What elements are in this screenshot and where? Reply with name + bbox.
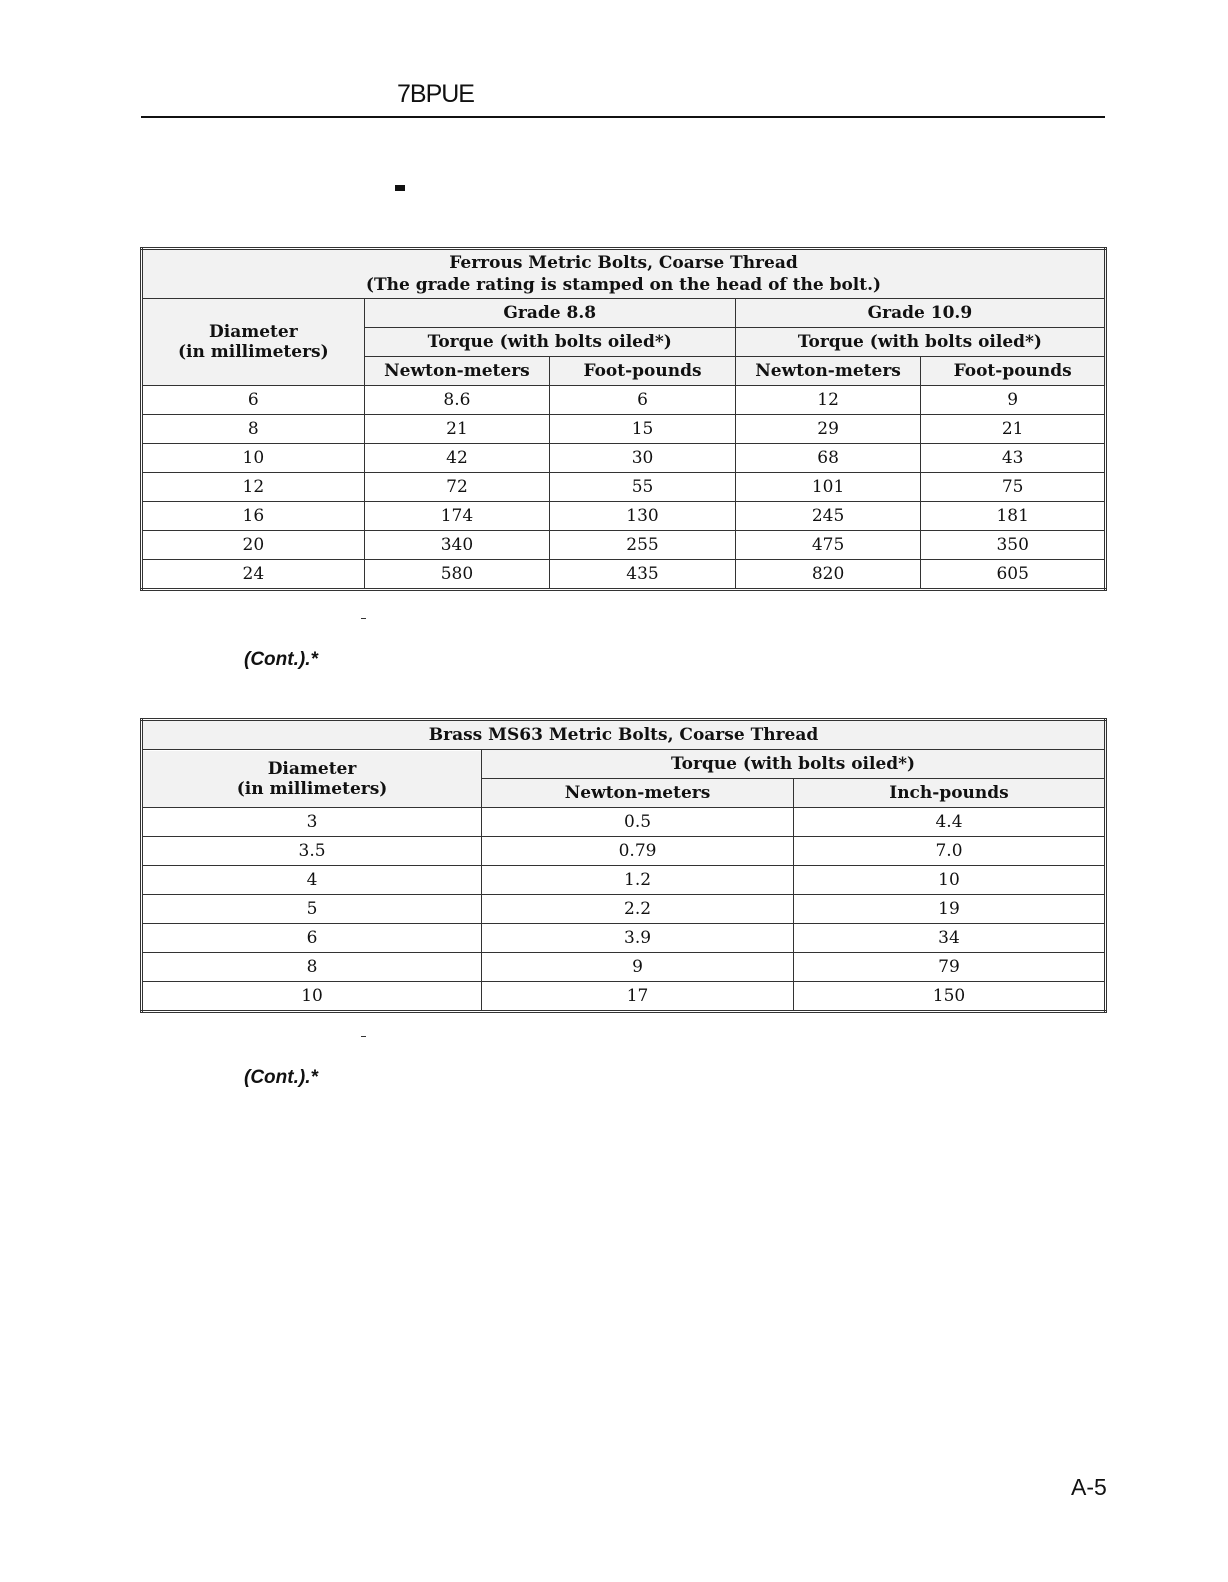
column-header: Foot-pounds [550, 357, 736, 386]
table-cell: 21 [921, 415, 1106, 444]
table-row [142, 444, 1106, 473]
table-cell: 10 [794, 866, 1106, 895]
table-title-row [142, 720, 1106, 750]
table-cell: 605 [921, 560, 1106, 590]
ferrous-table-subtitle: (The grade rating is stamped on the head of the bolt.) [365, 275, 882, 295]
table-cell: 16 [142, 502, 365, 531]
table-cell: 475 [735, 531, 921, 560]
diameter-header-cell [142, 750, 482, 808]
table-cell: 6 [550, 386, 736, 415]
table-cell: 30 [550, 444, 736, 473]
table-row [142, 531, 1106, 560]
table-cell: 8 [142, 415, 365, 444]
table-cell: 29 [735, 415, 921, 444]
table-cell: 2.2 [482, 895, 794, 924]
diameter-header-cell [142, 299, 365, 386]
table-cell: 10 [142, 982, 482, 1012]
table-row [142, 502, 1106, 531]
table-cell: 4 [142, 866, 482, 895]
continued-label: (Cont.).* [244, 649, 318, 670]
table-cell: 15 [550, 415, 736, 444]
small-dash-mark [361, 1036, 366, 1037]
ferrous-torque-table [140, 247, 1107, 591]
table-cell: 130 [550, 502, 736, 531]
diameter-header: Diameter [209, 322, 298, 342]
table-cell: 7.0 [794, 837, 1106, 866]
table-cell: 79 [794, 953, 1106, 982]
table-row [142, 837, 1106, 866]
section-dash-mark [395, 185, 405, 191]
column-header: Inch-pounds [794, 779, 1106, 808]
diameter-unit: (in millimeters) [236, 778, 388, 799]
diameter-unit: (in millimeters) [178, 342, 329, 362]
table-title-row [142, 249, 1106, 299]
table-row [142, 895, 1106, 924]
grade-header: Grade 10.9 [735, 299, 1105, 328]
table-cell: 20 [142, 531, 365, 560]
table-cell: 3.5 [142, 837, 482, 866]
table-cell: 174 [364, 502, 550, 531]
table-cell: 6 [142, 386, 365, 415]
table-row [142, 924, 1106, 953]
table-cell: 3 [142, 808, 482, 837]
table-cell: 350 [921, 531, 1106, 560]
table-cell: 68 [735, 444, 921, 473]
table-cell: 10 [142, 444, 365, 473]
torque-header: Torque (with bolts oiled*) [482, 750, 1106, 779]
table-cell: 340 [364, 531, 550, 560]
table-cell: 4.4 [794, 808, 1106, 837]
torque-header-row [142, 750, 1106, 779]
table-cell: 6 [142, 924, 482, 953]
grade-header: Grade 8.8 [364, 299, 735, 328]
torque-header: Torque (with bolts oiled*) [364, 328, 735, 357]
column-header: Newton-meters [735, 357, 921, 386]
table-cell: 72 [364, 473, 550, 502]
table-cell: 820 [735, 560, 921, 590]
column-header: Foot-pounds [921, 357, 1106, 386]
column-header: Newton-meters [482, 779, 794, 808]
page-number: A-5 [1071, 1474, 1107, 1500]
table-cell: 8 [142, 953, 482, 982]
torque-header: Torque (with bolts oiled*) [735, 328, 1105, 357]
table-cell: 19 [794, 895, 1106, 924]
table-title-cell [142, 249, 1106, 299]
table-cell: 55 [550, 473, 736, 502]
ferrous-table-title: Ferrous Metric Bolts, Coarse Thread [449, 253, 798, 273]
table-cell: 5 [142, 895, 482, 924]
brass-torque-table [140, 718, 1107, 1013]
table-cell: 435 [550, 560, 736, 590]
table-cell: 75 [921, 473, 1106, 502]
table-cell: 0.79 [482, 837, 794, 866]
table-cell: 1.2 [482, 866, 794, 895]
continued-label: (Cont.).* [244, 1067, 318, 1088]
table-cell: 43 [921, 444, 1106, 473]
column-header: Newton-meters [364, 357, 550, 386]
table-cell: 9 [921, 386, 1106, 415]
table-cell: 255 [550, 531, 736, 560]
table-row [142, 808, 1106, 837]
table-row [142, 473, 1106, 502]
table-cell: 34 [794, 924, 1106, 953]
table-row [142, 560, 1106, 590]
table-cell: 580 [364, 560, 550, 590]
table-row [142, 866, 1106, 895]
table-cell: 24 [142, 560, 365, 590]
brass-table-title: Brass MS63 Metric Bolts, Coarse Thread [142, 720, 1106, 750]
table-cell: 150 [794, 982, 1106, 1012]
table-cell: 181 [921, 502, 1106, 531]
table-row [142, 386, 1106, 415]
header-rule [141, 116, 1105, 118]
table-cell: 3.9 [482, 924, 794, 953]
small-dash-mark [361, 618, 366, 619]
table-cell: 101 [735, 473, 921, 502]
grade-header-row [142, 299, 1106, 328]
table-cell: 8.6 [364, 386, 550, 415]
table-row [142, 415, 1106, 444]
table-cell: 9 [482, 953, 794, 982]
table-cell: 0.5 [482, 808, 794, 837]
table-cell: 21 [364, 415, 550, 444]
table-row [142, 953, 1106, 982]
page-header-title: 7BPUE [397, 80, 474, 108]
table-cell: 42 [364, 444, 550, 473]
table-cell: 245 [735, 502, 921, 531]
table-cell: 12 [142, 473, 365, 502]
table-cell: 12 [735, 386, 921, 415]
table-cell: 17 [482, 982, 794, 1012]
diameter-header: Diameter [267, 758, 357, 779]
table-row [142, 982, 1106, 1012]
